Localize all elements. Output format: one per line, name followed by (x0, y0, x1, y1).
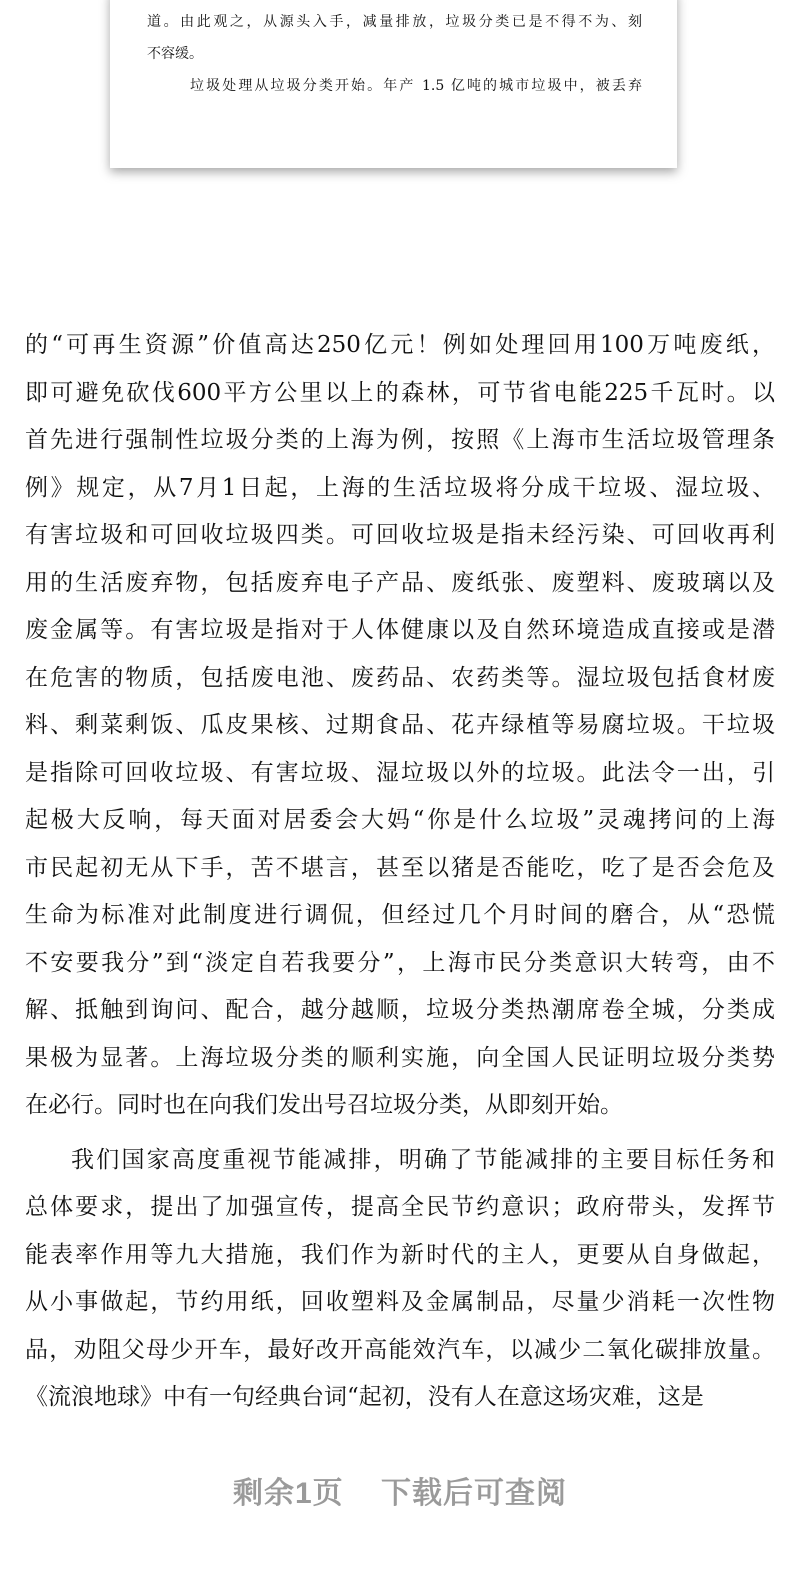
text-line: 果极为显著。上海垃圾分类的顺利实施，向全国人民证明垃圾分类势 (25, 1044, 775, 1071)
text-line: 在危害的物质，包括废电池、废药品、农药类等。湿垃圾包括食材废 (25, 664, 775, 691)
text-line: 是指除可回收垃圾、有害垃圾、湿垃圾以外的垃圾。此法令一出，引 (25, 759, 775, 786)
download-prompt[interactable] (0, 1468, 800, 1512)
text-line: 有害垃圾和可回收垃圾四类。可回收垃圾是指未经污染、可回收再利 (25, 522, 775, 548)
text-line: 能表率作用等九大措施，我们作为新时代的主人，更要从自身做起， (25, 1241, 775, 1268)
download-hint-label: 下载后可查阅 (381, 1477, 568, 1510)
text-line: 总体要求，提出了加强宣传，提高全民节约意识；政府带头，发挥节 (25, 1194, 775, 1220)
document-body (25, 322, 775, 1422)
card-line: 不容缓。 (147, 46, 203, 62)
text-line: 解、抵触到询问、配合，越分越顺，垃圾分类热潮席卷全城，分类成 (25, 997, 775, 1023)
text-line: 在必行。同时也在向我们发出号召垃圾分类，从即刻开始。 (25, 1092, 623, 1118)
text-line: 废金属等。有害垃圾是指对于人体健康以及自然环境造成直接或是潜 (25, 617, 775, 643)
text-line: 品，劝阻父母少开车，最好改开高能效汽车，以减少二氧化碳排放量。 (25, 1336, 775, 1363)
text-line: 《流浪地球》中有一句经典台词“起初，没有人在意这场灾难，这是 (25, 1384, 704, 1410)
text-line: 起极大反响，每天面对居委会大妈“你是什么垃圾”灵魂拷问的上海 (25, 807, 775, 833)
text-line: 料、剩菜剩饭、瓜皮果核、过期食品、花卉绿植等易腐垃圾。干垃圾 (25, 712, 775, 738)
text-line: 例》规定，从7月1日起，上海的生活垃圾将分成干垃圾、湿垃圾、 (25, 474, 775, 501)
text-line: 的“可再生资源”价值高达250亿元！例如处理回用100万吨废纸， (25, 332, 775, 358)
text-line: 市民起初无从下手，苦不堪言，甚至以猪是否能吃，吃了是否会危及 (25, 854, 775, 881)
text-line: 我们国家高度重视节能减排，明确了节能减排的主要目标任务和 (71, 1146, 775, 1173)
preview-page-card (110, 0, 677, 168)
card-line: 道。由此观之，从源头入手，减量排放，垃圾分类已是不得不为、刻 (147, 14, 642, 30)
text-line: 首先进行强制性垃圾分类的上海为例，按照《上海市生活垃圾管理条 (25, 427, 775, 453)
text-line: 即可避免砍伐600平方公里以上的森林，可节省电能225千瓦时。以 (25, 379, 775, 406)
card-line: 垃圾处理从垃圾分类开始。年产 1.5 亿吨的城市垃圾中，被丢弃 (190, 78, 642, 94)
remaining-pages-label: 剩余1页 (232, 1477, 344, 1510)
text-line: 从小事做起，节约用纸，回收塑料及金属制品，尽量少消耗一次性物 (25, 1289, 775, 1315)
paragraph-1 (25, 322, 775, 1130)
text-line: 用的生活废弃物，包括废弃电子产品、废纸张、废塑料、废玻璃以及 (25, 569, 775, 596)
text-line: 不安要我分”到“淡定自若我要分”，上海市民分类意识大转弯，由不 (25, 949, 775, 976)
paragraph-2 (25, 1137, 775, 1422)
text-line: 生命为标准对此制度进行调侃，但经过几个月时间的磨合，从“恐慌 (25, 902, 775, 928)
